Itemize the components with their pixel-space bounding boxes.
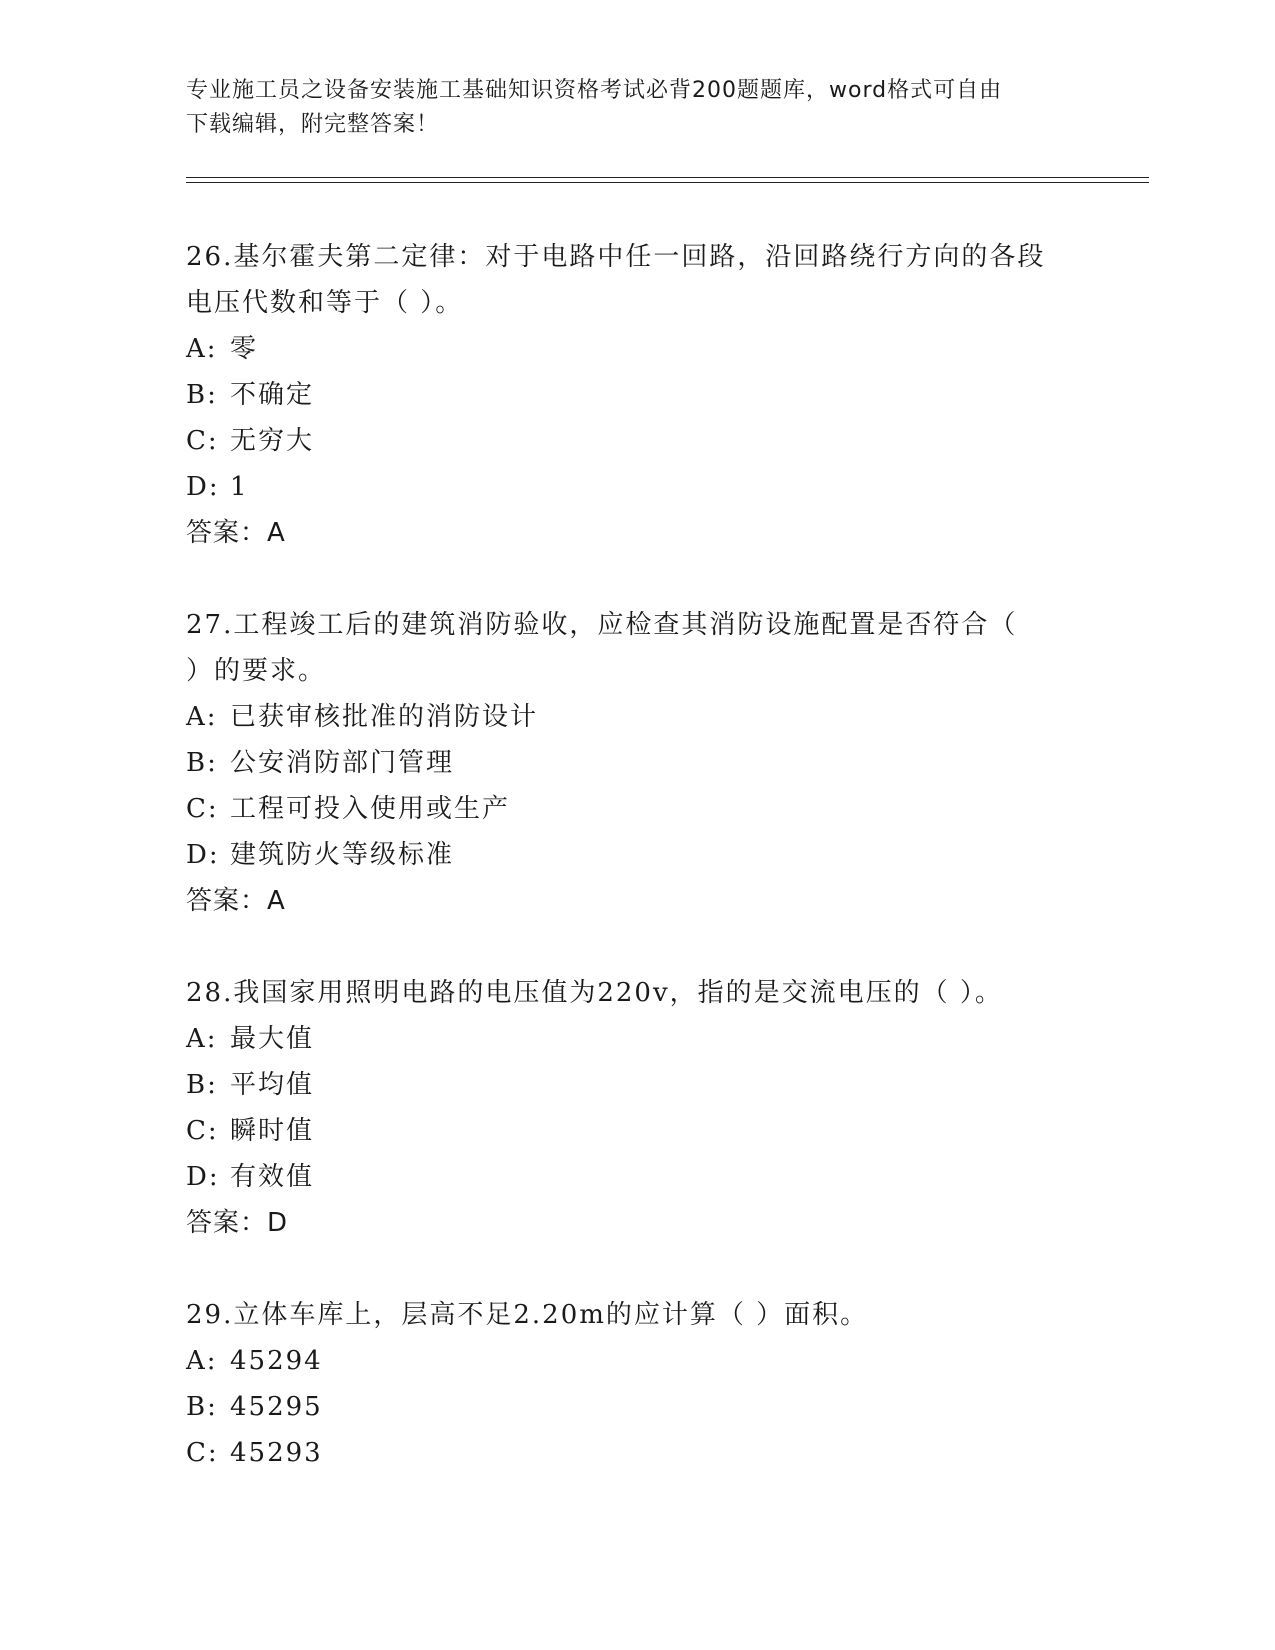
header-divider-top bbox=[186, 177, 1149, 178]
option-d bbox=[186, 832, 1086, 878]
option-text: 无穷大 bbox=[230, 426, 315, 456]
option-key: C: bbox=[186, 794, 219, 824]
document-header bbox=[186, 74, 1086, 142]
option-key: D: bbox=[186, 1162, 220, 1192]
question-list bbox=[186, 234, 1086, 1522]
option-a bbox=[186, 1338, 1086, 1384]
option-key: A: bbox=[186, 1024, 218, 1054]
option-a bbox=[186, 694, 1086, 740]
question-text-line-1: 28.我国家用照明电路的电压值为220v，指的是交流电压的（ ）。 bbox=[186, 978, 1003, 1008]
option-c bbox=[186, 786, 1086, 832]
option-key: B: bbox=[186, 380, 218, 410]
option-key: D: bbox=[186, 840, 220, 870]
answer-text: 答案：A bbox=[186, 518, 286, 548]
option-key: A: bbox=[186, 1346, 218, 1376]
option-text: 工程可投入使用或生产 bbox=[230, 794, 511, 824]
option-text: 瞬时值 bbox=[230, 1116, 315, 1146]
option-key: B: bbox=[186, 1392, 218, 1422]
answer-text: 答案：A bbox=[186, 886, 286, 916]
option-b bbox=[186, 372, 1086, 418]
option-text: 1 bbox=[230, 472, 249, 502]
option-key: C: bbox=[186, 1116, 219, 1146]
question-28 bbox=[186, 970, 1086, 1246]
option-key: C: bbox=[186, 1438, 219, 1468]
option-key: A: bbox=[186, 334, 218, 364]
header-divider-bottom bbox=[186, 182, 1149, 183]
option-text: 不确定 bbox=[230, 380, 315, 410]
option-text: 零 bbox=[230, 334, 259, 364]
option-d bbox=[186, 464, 1086, 510]
option-d bbox=[186, 1154, 1086, 1200]
option-c bbox=[186, 1108, 1086, 1154]
option-text: 45295 bbox=[230, 1392, 323, 1422]
option-b bbox=[186, 1384, 1086, 1430]
option-c bbox=[186, 418, 1086, 464]
option-text: 最大值 bbox=[230, 1024, 315, 1054]
option-key: B: bbox=[186, 1070, 218, 1100]
option-text: 建筑防火等级标准 bbox=[230, 840, 455, 870]
option-a bbox=[186, 326, 1086, 372]
question-text-line-1: 27.工程竣工后的建筑消防验收，应检查其消防设施配置是否符合（ bbox=[186, 610, 1018, 640]
option-text: 公安消防部门管理 bbox=[230, 748, 455, 778]
question-text-line-1: 26.基尔霍夫第二定律：对于电路中任一回路，沿回路绕行方向的各段 bbox=[186, 242, 1046, 272]
question-27 bbox=[186, 602, 1086, 924]
option-key: C: bbox=[186, 426, 219, 456]
option-c bbox=[186, 1430, 1086, 1476]
option-text: 45294 bbox=[230, 1346, 323, 1376]
option-b bbox=[186, 1062, 1086, 1108]
option-text: 有效值 bbox=[230, 1162, 315, 1192]
option-a bbox=[186, 1016, 1086, 1062]
option-b bbox=[186, 740, 1086, 786]
answer-text: 答案：D bbox=[186, 1208, 289, 1238]
question-text-line-2: ）的要求。 bbox=[186, 656, 327, 686]
question-text-line-1: 29.立体车库上，层高不足2.20m的应计算（ ）面积。 bbox=[186, 1300, 869, 1330]
header-line-2: 下载编辑，附完整答案！ bbox=[186, 112, 440, 137]
option-key: A: bbox=[186, 702, 218, 732]
question-29 bbox=[186, 1292, 1086, 1476]
question-26 bbox=[186, 234, 1086, 556]
option-key: B: bbox=[186, 748, 218, 778]
option-text: 平均值 bbox=[230, 1070, 315, 1100]
header-line-1: 专业施工员之设备安装施工基础知识资格考试必背200题题库，word格式可自由 bbox=[186, 78, 1003, 103]
option-text: 已获审核批准的消防设计 bbox=[230, 702, 539, 732]
option-key: D: bbox=[186, 472, 220, 502]
question-text-line-2: 电压代数和等于（ ）。 bbox=[186, 288, 464, 318]
option-text: 45293 bbox=[230, 1438, 323, 1468]
